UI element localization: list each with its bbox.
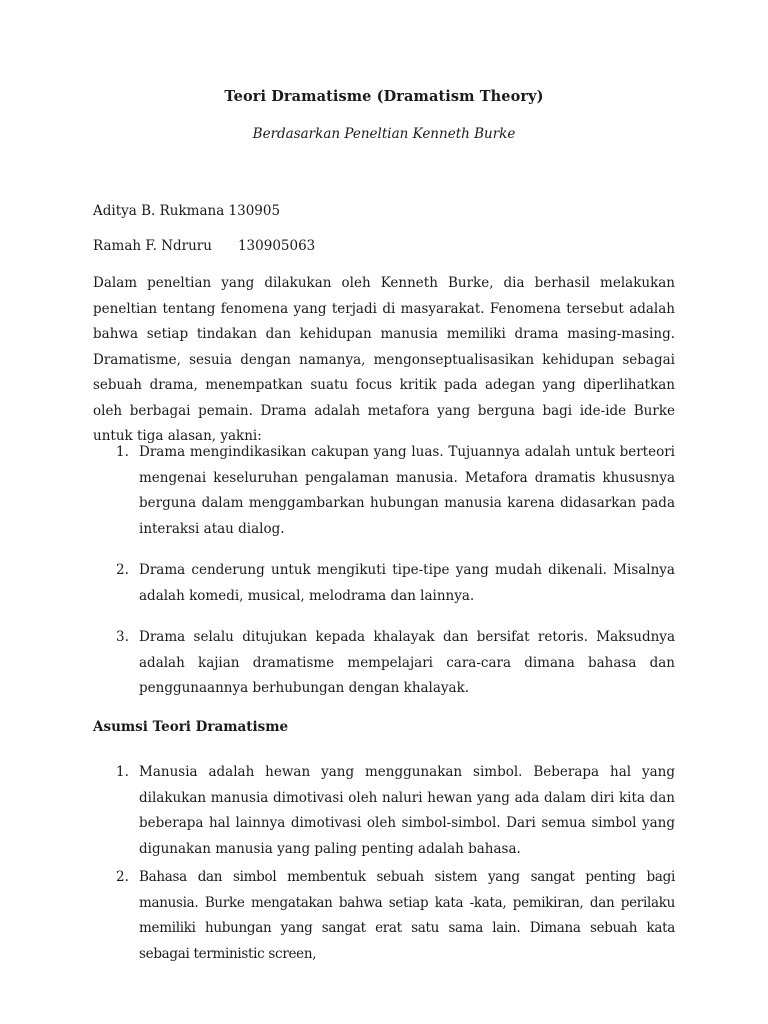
list-item xyxy=(93,440,675,542)
list-item xyxy=(93,625,675,702)
list-text: Manusia adalah hewan yang menggunakan simbol. Beberapa hal yang dilakukan manusia dimotivasi oleh naluri hewan yang ada dalam diri kita dan beberapa hal lainnya dimotivasi oleh simbol-simbol. Dari semua simbol yang digunakan manusia yang paling penting adalah bahasa. xyxy=(139,764,675,857)
document-title: Teori Dramatisme (Dramatism Theory) xyxy=(224,88,544,105)
list-number: 1. xyxy=(116,444,129,460)
section-heading: Asumsi Teori Dramatisme xyxy=(93,719,289,735)
author-id: 130905063 xyxy=(237,238,316,254)
list-text: Drama mengindikasikan cakupan yang luas. Tujuannya adalah untuk berteori mengenai keseluruhan pengalaman manusia. Metafora dramatis khususnya berguna dalam menggambarkan hubungan manusia karena didasarkan pada interaksi atau dialog. xyxy=(139,444,675,537)
list-text: Drama selalu ditujukan kepada khalayak dan bersifat retoris. Maksudnya adalah kajian dramatisme mempelajari cara-cara dimana bahasa dan penggunaannya berhubungan dengan khalayak. xyxy=(139,629,675,696)
reasons-list xyxy=(93,440,675,702)
list-item xyxy=(93,865,675,967)
author-name: Aditya B. Rukmana 130905 xyxy=(93,203,281,219)
list-number: 3. xyxy=(116,629,129,645)
list-text: Drama cenderung untuk mengikuti tipe-tipe yang mudah dikenali. Misalnya adalah komedi, musical, melodrama dan lainnya. xyxy=(139,562,675,604)
list-number: 1. xyxy=(116,764,129,780)
author-line xyxy=(93,203,280,219)
assumptions-list xyxy=(93,760,675,967)
intro-paragraph: Dalam peneltian yang dilakukan oleh Kenneth Burke, dia berhasil melakukan peneltian tentang fenomena yang terjadi di masyarakat. Fenomena tersebut adalah bahwa setiap tindakan dan kehidupan manusia memiliki drama masing-masing. Dramatisme, sesuia dengan namanya, mengonseptualisasikan kehidupan sebagai sebuah drama, menempatkan suatu focus kritik pada adegan yang diperlihatkan oleh berbagai pemain. Drama adalah metafora yang berguna bagi ide-ide Burke untuk tiga alasan, yakni: xyxy=(93,275,675,444)
author-name: Ramah F. Ndruru xyxy=(93,238,212,254)
list-number: 2. xyxy=(116,869,129,885)
author-line xyxy=(93,238,315,254)
list-text: Bahasa dan simbol membentuk sebuah sistem yang sangat penting bagi manusia. Burke mengatakan bahwa setiap kata -kata, pemikiran, dan perilaku memiliki hubungan yang sangat erat satu sama lain. Dimana sebuah kata sebagai terministic screen, xyxy=(139,869,675,962)
list-item xyxy=(93,558,675,609)
list-number: 2. xyxy=(116,562,129,578)
list-item xyxy=(93,760,675,862)
document-subtitle: Berdasarkan Peneltian Kenneth Burke xyxy=(252,126,516,142)
